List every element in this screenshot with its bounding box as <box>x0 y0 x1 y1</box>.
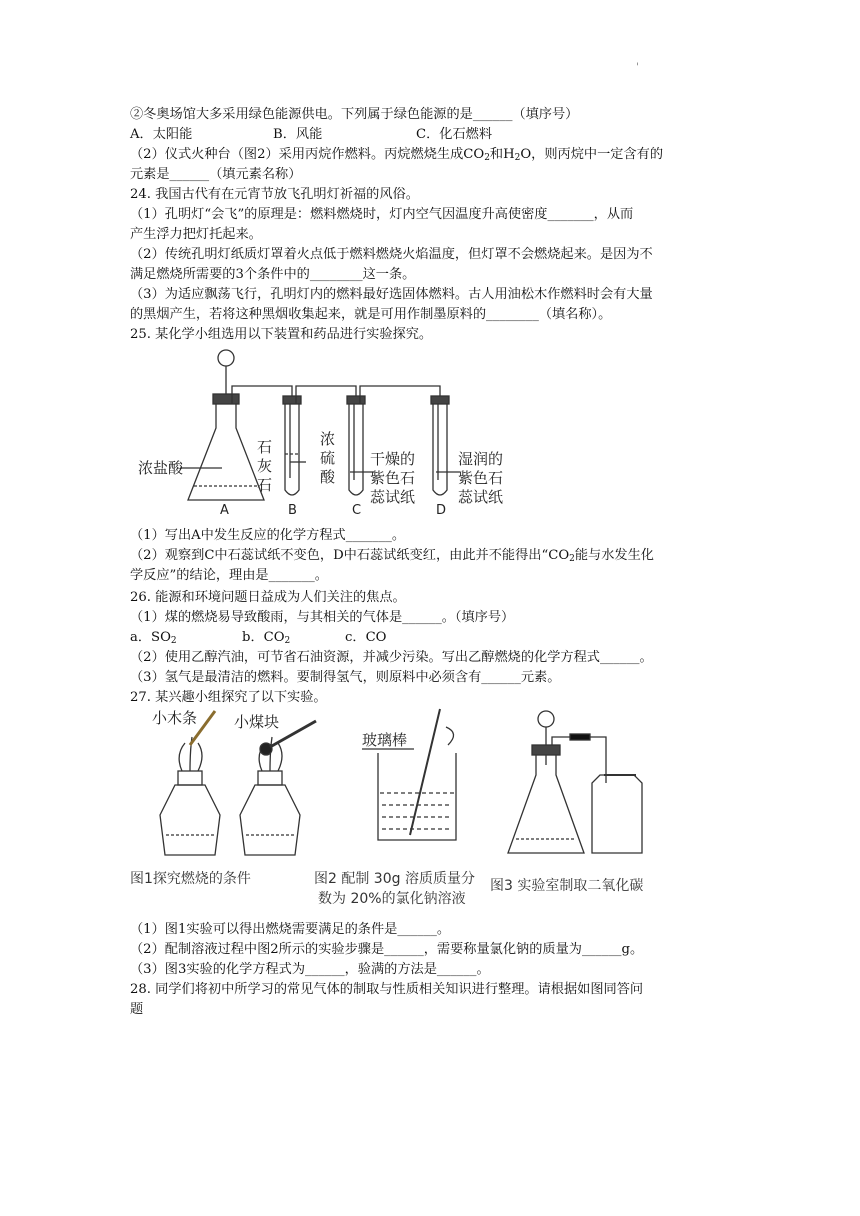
dry-paper-label-2: 紫色石 <box>370 469 416 487</box>
coal-label: 小煤块 <box>234 713 280 731</box>
q26-choice-b: b．$CO_2$ <box>242 630 291 646</box>
q23-choices <box>130 126 492 144</box>
h2so4-label-3: 酸 <box>320 468 336 486</box>
q27-p2: （2）配制溶液过程中图2所示的实验步骤是______，需要称量氯化钠的质量为______g。 <box>130 942 644 957</box>
q24-p3b: 的黑烟产生，若将这种黑烟收集起来，就是可用作制墨原料的________（填名称）。 <box>130 307 612 322</box>
caption-fig2-a: 图2 配制 30g 溶质质量分 <box>314 871 475 887</box>
q25-stem: 25. 某化学小组选用以下装置和药品进行实验探究。 <box>130 327 433 342</box>
beaker-icon <box>378 753 456 840</box>
funnel-bulb-icon <box>218 350 234 366</box>
letter-b: B <box>288 503 297 518</box>
q23-sub2-part-c: O，则丙烷中一定含有的 <box>520 147 664 162</box>
q23-sub2-part-a: （2）仪式火种台（图2）采用丙烷作燃料。丙烷燃烧生成CO <box>130 147 485 162</box>
q26-choice-c: c．CO <box>345 630 387 645</box>
dry-paper-label-1: 干燥的 <box>370 450 416 468</box>
stick-label: 小木条 <box>152 709 198 727</box>
q23-sub2-part-b: 和H <box>489 147 515 162</box>
q27-p1: （1）图1实验可以得出燃烧需要满足的条件是______。 <box>130 922 451 937</box>
q25-p2-part-b: 能与水发生化 <box>574 548 654 563</box>
q26-choice-b-text: b．CO <box>242 630 285 645</box>
q24-stem: 24. 我国古代有在元宵节放飞孔明灯祈福的风俗。 <box>130 187 419 202</box>
q26-choice-a-text: a．SO <box>130 630 171 645</box>
glass-rod-icon <box>410 709 440 835</box>
alcohol-lamp-2-icon <box>240 785 300 855</box>
q26-p3: （3）氢气是最清洁的燃料。要制得氢气，则原料中必须含有______元素。 <box>130 670 561 685</box>
acid-label: 浓盐酸 <box>138 459 184 477</box>
wet-paper-label-1: 湿润的 <box>458 450 504 468</box>
page-mark: ' <box>636 62 639 73</box>
q26-p2: （2）使用乙醇汽油，可节省石油资源，并减少污染。写出乙醇燃烧的化学方程式______。 <box>130 650 653 665</box>
gas-bottle-icon <box>592 775 642 853</box>
q26-stem: 26. 能源和环境问题日益成为人们关注的焦点。 <box>130 590 406 605</box>
q26-p1: （1）煤的燃烧易导致酸雨，与其相关的气体是______。（填序号） <box>130 610 515 625</box>
conical-flask-icon <box>508 755 584 853</box>
q27-stem: 27. 某兴趣小组探究了以下实验。 <box>130 690 327 705</box>
h2so4-label-2: 硫 <box>320 449 336 467</box>
apparatus-figure-q27 <box>130 705 650 865</box>
limestone-label-2: 灰 <box>257 457 273 475</box>
choice-b: B．风能 <box>273 127 323 142</box>
q25-p2c: 学反应”的结论，理由是_______。 <box>130 568 328 583</box>
q26-choice-a: a．$SO_2$ <box>130 630 177 646</box>
q26-choices <box>130 629 386 650</box>
limestone-label-3: 石 <box>257 476 273 494</box>
dry-paper-label-3: 蕊试纸 <box>370 488 416 506</box>
q24-p1a: （1）孔明灯“会飞”的原理是：燃料燃烧时，灯内空气因温度升高使密度_______，从而 <box>130 207 634 222</box>
q24-p2b: 满足燃烧所需要的3个条件中的________这一条。 <box>130 267 416 282</box>
wet-paper-label-2: 紫色石 <box>458 469 504 487</box>
caption-fig3: 图3 实验室制取二氧化碳 <box>490 878 644 894</box>
q23-sub2-line2: 元素是______（填元素名称） <box>130 167 302 182</box>
q28-line1: 28. 同学们将初中所学习的常见气体的制取与性质相关知识进行整理。请根据如图同答问 <box>130 982 644 997</box>
q24-p3a: （3）为适应飘荡飞行，孔明灯内的燃料最好选固体燃料。古人用油松木作燃料时会有大量 <box>130 287 653 302</box>
q24-p2a: （2）传统孔明灯纸质灯罩着火点低于燃料燃烧火焰温度，但灯罩不会燃烧起来。是因为不 <box>130 247 653 262</box>
limestone-label-1: 石 <box>257 438 273 456</box>
q25-p1: （1）写出A中发生反应的化学方程式_______。 <box>130 528 406 543</box>
letter-c: C <box>352 503 362 518</box>
h2so4-label-1: 浓 <box>320 430 336 448</box>
caption-fig1: 图1探究燃烧的条件 <box>130 871 251 887</box>
q24-p1b: 产生浮力把灯托起来。 <box>130 227 262 242</box>
q27-p3: （3）图3实验的化学方程式为______，验满的方法是______。 <box>130 962 490 977</box>
q25-p2-part-a: （2）观察到C中石蕊试纸不变色，D中石蕊试纸变红，由此并不能得出“CO <box>130 548 570 563</box>
letter-a: A <box>220 503 229 518</box>
coal-lump-icon <box>260 743 272 755</box>
rod-label: 玻璃棒 <box>362 731 408 749</box>
q23-line: ②冬奥场馆大多采用绿色能源供电。下列属于绿色能源的是______（填序号） <box>130 107 579 122</box>
choice-c: C．化石燃料 <box>416 127 493 142</box>
caption-fig2-b: 数为 20%的氯化钠溶液 <box>318 891 466 907</box>
apparatus-figure-q25 <box>130 340 520 520</box>
letter-d: D <box>436 503 447 518</box>
choice-a: A．太阳能 <box>130 127 193 142</box>
alcohol-lamp-1-icon <box>160 785 220 855</box>
q23-sub2: （2）仪式火种台（图2）采用丙烷作燃料。丙烷燃烧生成$CO_2$和$H_2O$，则丙烷中一定含有的 <box>130 147 664 163</box>
q25-p2: （2）观察到C中石蕊试纸不变色，D中石蕊试纸变红，由此并不能得出“$CO_2$能与水发生化 <box>130 548 654 564</box>
wet-paper-label-3: 蕊试纸 <box>458 488 504 506</box>
q28-line2: 题 <box>130 1002 144 1017</box>
